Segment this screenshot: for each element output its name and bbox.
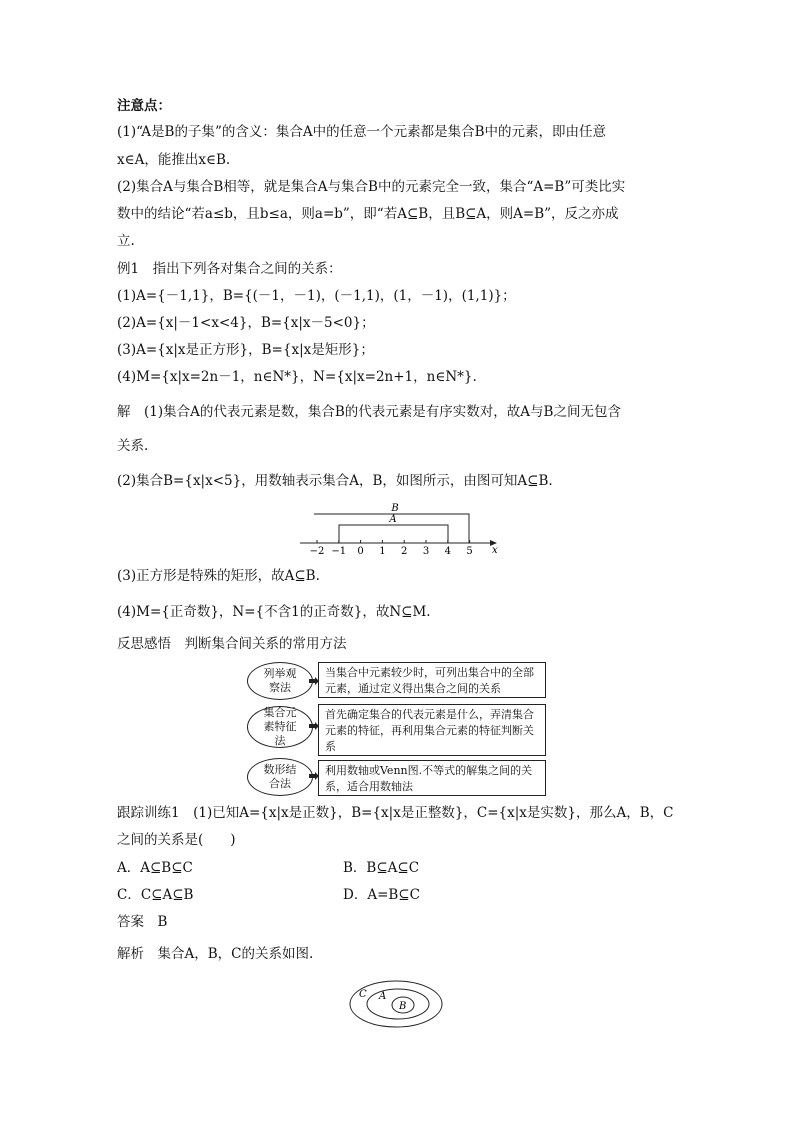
method-desc-3: 利用数轴或Venn图.不等式的解集之间的关系，适合用数轴法 [318,760,546,796]
method-name-3: 数形结合法 [263,763,297,790]
method-desc-2: 首先确定集合的代表元素是什么，弄清集合元素的特征，再利用集合元素的特征判断关系 [318,704,546,756]
set-a-label: A [389,514,397,525]
example-question-4: (4)M={x|x=2n－1，n∈N*}，N={x|x=2n+1，n∈N*}. [117,369,477,385]
venn-label-b: B [399,1001,407,1012]
note-paragraph-1-line-2: x∈A，能推出x∈B. [117,152,231,168]
set-b-label: B [391,503,399,514]
venn-label-a: A [379,991,387,1002]
axis-tick-label: 5 [466,546,473,556]
option-d: D．A=B⊆C [343,887,420,903]
practice-question-line-1: 跟踪训练1 (1)已知A={x|x是正数}，B={x|x是正整数}，C={x|x是实数}，那么A，B，C [117,805,674,821]
answer: 答案 B [117,914,168,930]
note-paragraph-2-line-1: (2)集合A与集合B相等，就是集合A与集合B中的元素完全一致，集合“A=B”可类比实 [117,179,626,195]
reflection-title: 反思感悟 判断集合间关系的常用方法 [117,636,347,652]
axis-tick-label: 3 [422,546,430,556]
method-oval-enumeration [247,662,313,700]
example-question-2: (2)A={x|－1<x<4}，B={x|x－5<0}； [117,315,375,331]
axis-tick-label: 2 [401,546,408,556]
solution-2: (2)集合B={x|x<5}，用数轴表示集合A，B，如图所示，由图可知A⊆B. [117,473,553,489]
number-line-figure [292,498,504,556]
example-question-3: (3)A={x|x是正方形}，B={x|x是矩形}； [117,342,374,358]
solution-1-line-2: 关系. [117,438,149,454]
note-paragraph-2-line-2: 数中的结论“若a≤b，且b≤a，则a=b”，即“若A⊆B，且B⊆A，则A=B”，反之亦成 [117,206,619,222]
note-paragraph-2-line-3: 立. [117,233,135,249]
option-b: B．B⊆A⊆C [343,860,420,876]
axis-tick-label: 0 [357,546,364,556]
solution-3: (3)正方形是特殊的矩形，故A⊆B. [117,568,320,584]
option-a: A．A⊆B⊆C [117,860,193,876]
note-heading: 注意点： [117,98,171,114]
axis-tick-label: 4 [444,546,451,556]
method-oval-feature [247,706,313,748]
practice-question-line-2: 之间的关系是( ) [117,832,236,848]
method-oval-graphic [247,758,313,796]
example-title: 例1 指出下列各对集合之间的关系： [117,261,342,277]
method-desc-1: 当集合中元素较少时，可列出集合中的全部元素，通过定义得出集合之间的关系 [318,662,546,698]
axis-tick-label: 1 [379,546,386,556]
method-name-2: 集合元素特征法 [263,706,297,747]
venn-diagram [346,978,446,1030]
axis-label: x [492,545,498,556]
option-c: C．C⊆A⊆B [117,887,194,903]
note-paragraph-1-line-1: (1)“A是B的子集”的含义：集合A中的任意一个元素都是集合B中的元素，即由任意 [117,124,607,140]
analysis: 解析 集合A，B，C的关系如图. [117,946,314,962]
set-a-ellipse [367,989,429,1019]
method-name-1: 列举观察法 [263,667,297,694]
set-c-ellipse [350,981,442,1027]
set-a-bracket [339,525,448,543]
solution-4: (4)M={正奇数}，N={不含1的正奇数}，故N⊆M. [117,604,431,620]
venn-label-c: C [359,989,367,1000]
example-question-1: (1)A={－1,1}，B={(－1，－1)，(－1,1)，(1，－1)，(1,1)}； [117,288,516,304]
solution-1-line-1: 解 (1)集合A的代表元素是数，集合B的代表元素是有序实数对，故A与B之间无包含 [117,404,621,420]
axis-tick-label: −1 [331,546,347,556]
axis-tick-label: −2 [309,546,325,556]
